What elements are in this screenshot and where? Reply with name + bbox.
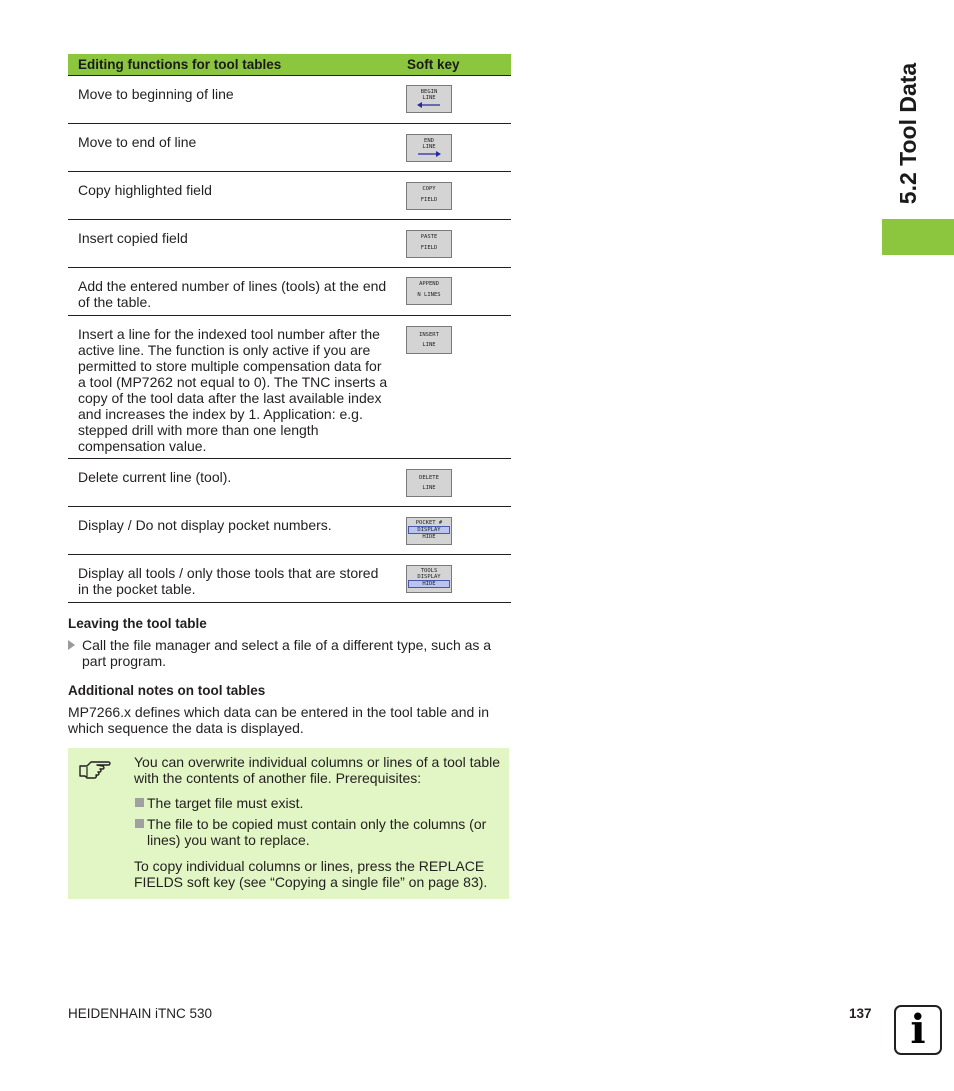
softkey-label: INSERT [419, 332, 439, 338]
softkey-label: TOOLS [420, 568, 438, 574]
leaving-heading: Leaving the tool table [68, 616, 207, 631]
header-softkey: Soft key [407, 57, 460, 72]
note-outro: To copy individual columns or lines, press the REPLACE FIELDS soft key (see “Copying a single file” on page 83). [134, 858, 488, 890]
row-description: Add the entered number of lines (tools) at the end of the table. [78, 278, 387, 310]
section-title-text: 5.2 Tool Data [895, 62, 922, 204]
softkey-active-option: HIDE [408, 580, 450, 588]
softkey-label: DELETE [419, 475, 439, 481]
row-description: Insert copied field [78, 230, 188, 246]
row-description: Display all tools / only those tools that are stored in the pocket table. [78, 565, 379, 597]
table-row [68, 76, 511, 124]
right-arrow-icon [416, 150, 442, 158]
table-row [68, 507, 511, 555]
info-icon-letter: i [910, 1006, 926, 1053]
end-line-softkey[interactable] [406, 134, 452, 162]
soft-key-table [68, 54, 511, 603]
copy-field-softkey[interactable] [406, 182, 452, 210]
section-side-title [889, 48, 929, 218]
softkey-label: END [424, 138, 434, 144]
softkey-label: POCKET # [415, 520, 443, 526]
softkey-active-option: DISPLAY [408, 526, 450, 534]
note-bullet: The file to be copied must contain only the columns (or lines) you want to replace. [147, 816, 487, 848]
softkey-label: FIELD [420, 197, 438, 203]
table-row [68, 172, 511, 220]
table-row [68, 124, 511, 172]
footer-product: HEIDENHAIN iTNC 530 [68, 1006, 213, 1021]
softkey-label: PASTE [420, 234, 438, 240]
row-description: Move to beginning of line [78, 86, 234, 102]
table-row [68, 316, 511, 459]
note-box [68, 748, 509, 899]
row-description: Display / Do not display pocket numbers. [78, 517, 332, 533]
bullet-square-icon [135, 819, 144, 828]
bullet-square-icon [135, 798, 144, 807]
table-row [68, 555, 511, 603]
table-row [68, 220, 511, 268]
page-number: 137 [849, 1006, 872, 1021]
begin-line-softkey[interactable] [406, 85, 452, 113]
delete-line-softkey[interactable] [406, 469, 452, 497]
append-n-lines-softkey[interactable] [406, 277, 452, 305]
header-function: Editing functions for tool tables [78, 57, 282, 72]
softkey-label: LINE [422, 342, 436, 348]
info-icon [894, 1005, 942, 1055]
softkey-label: LINE [422, 144, 436, 150]
softkey-label: APPEND [419, 281, 439, 287]
paste-field-softkey[interactable] [406, 230, 452, 258]
notes-text: MP7266.x defines which data can be entered in the tool table and in which sequence the data is displayed. [68, 704, 490, 736]
softkey-label: BEGIN [420, 89, 438, 95]
step-triangle-icon [68, 640, 75, 650]
softkey-label: HIDE [422, 534, 436, 540]
row-description: Copy highlighted field [78, 182, 212, 198]
notes-heading: Additional notes on tool tables [68, 683, 266, 698]
tools-display-hide-softkey[interactable] [406, 565, 452, 593]
table-row [68, 459, 511, 507]
softkey-label: N LINES [417, 292, 441, 298]
softkey-label: LINE [422, 95, 436, 101]
softkey-label: COPY [422, 186, 436, 192]
row-description: Delete current line (tool). [78, 469, 232, 485]
softkey-label: FIELD [420, 245, 438, 251]
table-row [68, 268, 511, 316]
softkey-label: LINE [422, 485, 436, 491]
softkey-label: DISPLAY [417, 574, 441, 580]
section-tab-marker [882, 219, 954, 255]
note-intro: You can overwrite individual columns or lines of a tool table with the contents of another file. Prerequisites: [134, 754, 501, 786]
row-description: Insert a line for the indexed tool number after the active line. The function is only active if you are permitted to store multiple compensation data for a tool (MP7262 not equal to 0). The TNC inserts a copy of the tool data after the last available index and increases the index by 1. Application: e.g. stepped drill with more than one length compensation value. [78, 326, 388, 454]
note-bullet: The target file must exist. [147, 795, 304, 811]
row-description: Move to end of line [78, 134, 197, 150]
table-header [68, 54, 511, 76]
left-arrow-icon [416, 101, 442, 109]
insert-line-softkey[interactable] [406, 326, 452, 354]
pocket-display-hide-softkey[interactable] [406, 517, 452, 545]
pointing-hand-icon [78, 757, 112, 781]
leaving-step: Call the file manager and select a file of a different type, such as a part program. [82, 637, 492, 669]
